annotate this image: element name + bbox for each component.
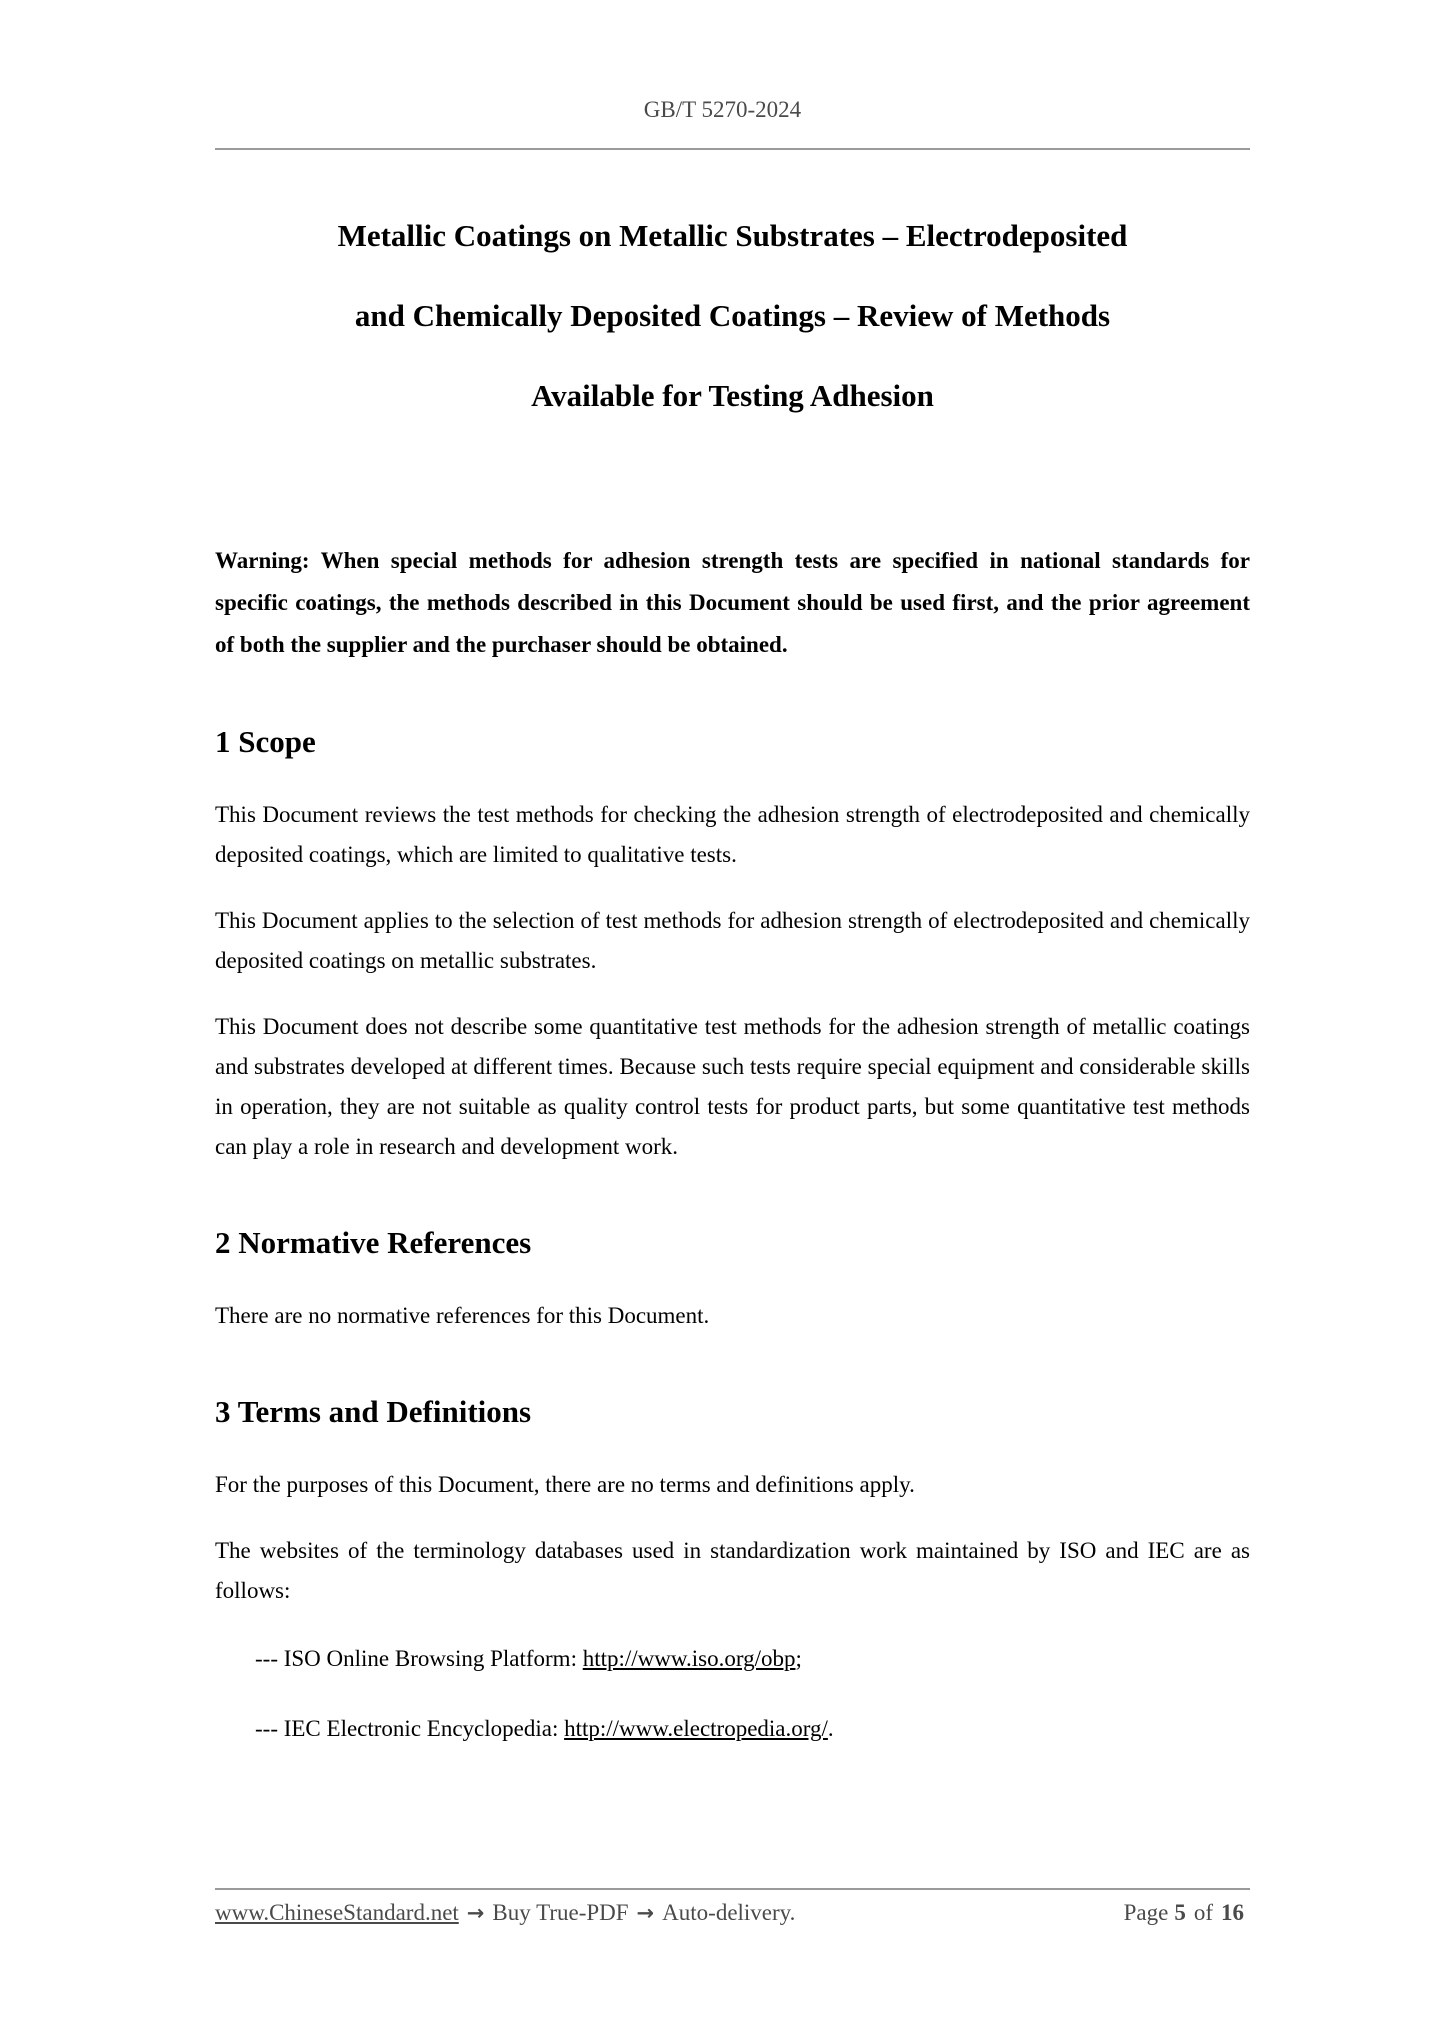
page-indicator: [1124, 1900, 1250, 1926]
page-total: 16: [1221, 1900, 1244, 1925]
footer-left: [215, 1900, 795, 1926]
title-line-3: Available for Testing Adhesion: [531, 378, 934, 413]
list-item-suffix: ;: [795, 1646, 802, 1671]
arrow-icon: →: [636, 1901, 655, 1925]
list-item-iec-electropedia: [215, 1709, 1250, 1749]
iso-obp-link[interactable]: http://www.iso.org/obp: [582, 1646, 796, 1671]
footer-action-buy: Buy True-PDF: [492, 1900, 629, 1925]
terms-paragraph-2: The websites of the terminology databases used in standardization work maintained by ISO and IEC are as follows:: [215, 1538, 1250, 1603]
arrow-icon: →: [466, 1901, 485, 1925]
section-heading-terms-definitions: 3 Terms and Definitions: [215, 1394, 532, 1429]
list-item-suffix: .: [827, 1716, 834, 1741]
scope-paragraph-1: This Document reviews the test methods for checking the adhesion strength of electrodeposited and chemically deposited coatings, which are limited to qualitative tests.: [215, 802, 1250, 867]
normative-references-paragraph: There are no normative references for this Document.: [215, 1303, 710, 1328]
list-item-prefix: --- ISO Online Browsing Platform:: [255, 1646, 583, 1671]
page-header: [0, 0, 1445, 124]
page-label: Page: [1123, 1900, 1169, 1925]
section-heading-scope: 1 Scope: [215, 724, 316, 759]
scope-paragraph-3: This Document does not describe some quantitative test methods for the adhesion strength of metallic coatings and substrates developed at different times. Because such tests require special equipment and considerable skills in operation, they are not suitable as quality control tests for product parts, but some quantitative test methods can play a role in research and development work.: [215, 1014, 1250, 1159]
document-content: [0, 196, 1445, 1749]
of-label: of: [1193, 1900, 1213, 1925]
title-line-1: Metallic Coatings on Metallic Substrates – Electrodeposited: [337, 218, 1128, 253]
footer-rule: [215, 1888, 1250, 1890]
header-rule: [215, 148, 1250, 150]
list-item-prefix: --- IEC Electronic Encyclopedia:: [255, 1716, 565, 1741]
scope-paragraph-2: This Document applies to the selection of test methods for adhesion strength of electrodeposited and chemically deposited coatings on metallic substrates.: [215, 908, 1250, 973]
warning-paragraph: Warning: When special methods for adhesion strength tests are specified in national standards for specific coatings, the methods described in this Document should be used first, and the prior agreement of both the supplier and the purchaser should be obtained.: [215, 548, 1250, 657]
section-heading-normative-references: 2 Normative References: [215, 1225, 532, 1260]
chinesestandard-link[interactable]: www.ChineseStandard.net: [215, 1900, 459, 1925]
page-footer: [215, 1888, 1250, 1926]
list-item-iso-obp: [215, 1639, 1250, 1679]
terms-paragraph-1: For the purposes of this Document, there are no terms and definitions apply.: [215, 1472, 915, 1497]
electropedia-link[interactable]: http://www.electropedia.org/: [564, 1716, 828, 1741]
document-title: [215, 196, 1250, 436]
page-current: 5: [1174, 1900, 1186, 1925]
doc-number: GB/T 5270-2024: [643, 97, 802, 122]
footer-action-delivery: Auto-delivery.: [662, 1900, 796, 1925]
title-line-2: and Chemically Deposited Coatings – Review of Methods: [354, 298, 1111, 333]
